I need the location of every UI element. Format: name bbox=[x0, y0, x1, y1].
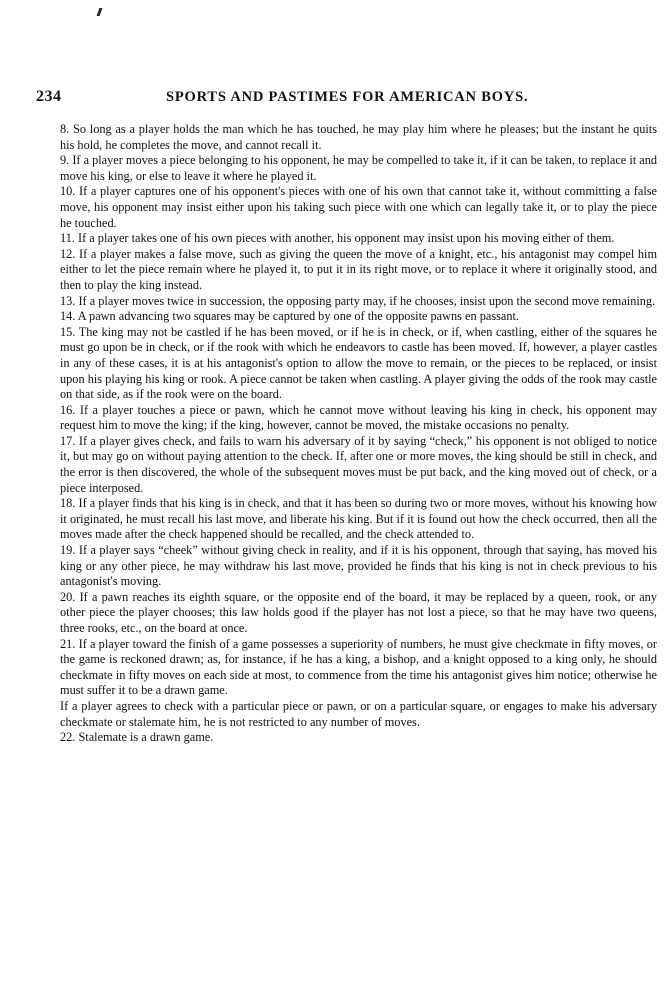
rule-paragraph bbox=[60, 325, 657, 403]
page-number: 234 bbox=[36, 88, 62, 105]
rule-text: Stalemate is a drawn game. bbox=[78, 730, 214, 745]
rule-text: If a pawn reaches its eighth square, or the opposite end of the board, it may be replaced by a queen, rook, or any other piece the player chooses; this law holds good if the player has not lost a piece, so that he may have two queens, three rooks, etc., on the board at once. bbox=[60, 589, 657, 635]
running-title: SPORTS AND PASTIMES FOR AMERICAN BOYS. bbox=[166, 89, 529, 105]
rule-number: 22. bbox=[60, 730, 76, 745]
rule-number: 20. bbox=[60, 589, 76, 604]
rule-paragraph bbox=[60, 590, 657, 637]
rule-paragraph bbox=[60, 184, 657, 231]
rule-number: 13. bbox=[60, 293, 76, 308]
rule-paragraph bbox=[60, 543, 657, 590]
rule-paragraph bbox=[60, 153, 657, 184]
rule-number: 10. bbox=[60, 184, 76, 199]
rule-number: 11. bbox=[60, 231, 75, 246]
rule-text: If a player agrees to check with a particular piece or pawn, or on a particular square, or engages to make his adversary checkmate or stalemate him, he is not restricted to any number of moves. bbox=[60, 698, 657, 729]
rule-number: 18. bbox=[60, 496, 76, 511]
rule-text: If a player says “cheek” without giving check in reality, and if it is his opponent, through that saying, has moved his king or any other piece, he may withdraw his last move, provided he finds that his king is not in check previous to his antagonist's moving. bbox=[60, 543, 657, 589]
rule-text: If a player moves twice in succession, the opposing party may, if he chooses, insist upon the second move remaining. bbox=[78, 293, 656, 308]
rule-text: The king may not be castled if he has been moved, or if he is in check, or if, when castling, either of the squares he must go upon be in check, or if the rook with which he endeavors to castle has been moved. If, however, a player castles in any of these cases, it is at his antagonist's option to allow the move to remain, or the pieces to be replaced, or insist upon his playing his king or rook. A piece cannot be taken when castling. A player giving the odds of the rook may castle on that side, as if the rook were on the board. bbox=[60, 324, 658, 402]
rule-number: 9. bbox=[60, 153, 70, 168]
rule-text: If a player touches a piece or pawn, which he cannot move without leaving his king in check, his opponent may request him to move the king; if the king, however, cannot be moved, the mistake occasions no penalty. bbox=[60, 402, 657, 433]
rules-text bbox=[60, 122, 657, 746]
rule-text: If a player gives check, and fails to warn his adversary of it by saying “check,” his opponent is not obliged to notice it, but may go on without paying attention to the check. If, after one or more moves, the king should be still in check, and the error is then discovered, the whole of the subsequent moves must be put back, and the king moved out of check, or a piece interposed. bbox=[60, 433, 657, 495]
rule-paragraph bbox=[60, 309, 657, 325]
rule-paragraph bbox=[60, 434, 657, 496]
rule-number: 19. bbox=[60, 543, 76, 558]
rule-text: If a player toward the finish of a game possesses a superiority of numbers, he must give checkmate in fifty moves, or the game is reckoned drawn; as, for instance, if he has a king, a bishop, and a knight opposed to a king only, he should checkmate in fifty moves on each side at most, to commence from the time his antagonist gives him notice; otherwise he must suffer it to be a drawn game. bbox=[60, 636, 657, 698]
rule-paragraph bbox=[60, 730, 657, 746]
rule-number: 12. bbox=[60, 246, 76, 261]
rule-paragraph bbox=[60, 231, 657, 247]
rule-paragraph bbox=[60, 496, 657, 543]
rule-number: 16. bbox=[60, 402, 76, 417]
rule-text: If a player moves a piece belonging to his opponent, he may be compelled to take it, if it can be taken, to replace it and move his king, or else to leave it where he played it. bbox=[60, 153, 657, 183]
rule-paragraph bbox=[60, 637, 657, 699]
rule-paragraph bbox=[60, 294, 657, 310]
rule-number: 15. bbox=[60, 324, 76, 339]
rule-text: So long as a player holds the man which he has touched, he may play him where he pleases; but the instant he quits his hold, he completes the move, and cannot recall it. bbox=[60, 122, 657, 152]
rule-number: 21. bbox=[60, 636, 76, 651]
rule-number: 8. bbox=[60, 122, 70, 136]
rule-text: If a player captures one of his opponent's pieces with one of his own that cannot take it, without committing a false move, his opponent may insist either upon his taking such piece with one which can legally take it, or to play the piece he touched. bbox=[60, 184, 657, 230]
rule-paragraph bbox=[60, 122, 657, 153]
ink-mark bbox=[97, 8, 103, 16]
rule-number: 17. bbox=[60, 433, 76, 448]
rule-paragraph bbox=[60, 247, 657, 294]
rule-text: If a player finds that his king is in check, and that it has been so during two or more moves, without his knowing how it originated, he must recall his last move, and liberate his king. But if it is found out how the check occurred, then all the moves made after the check happened should be recalled, and the check attended to. bbox=[60, 496, 658, 542]
rule-text: If a player makes a false move, such as giving the queen the move of a knight, etc., his antagonist may compel him either to let the piece remain where he played it, to put it in its right move, or to replace it where it originally stood, and then to play the king instead. bbox=[60, 246, 658, 292]
rule-number: 14. bbox=[60, 309, 76, 324]
rule-text: A pawn advancing two squares may be captured by one of the opposite pawns en passant. bbox=[77, 309, 519, 324]
rule-paragraph bbox=[60, 403, 657, 434]
page-header bbox=[36, 88, 626, 108]
rule-paragraph-continued bbox=[60, 699, 657, 730]
rule-text: If a player takes one of his own pieces with another, his opponent may insist upon his moving either of them. bbox=[78, 231, 615, 246]
